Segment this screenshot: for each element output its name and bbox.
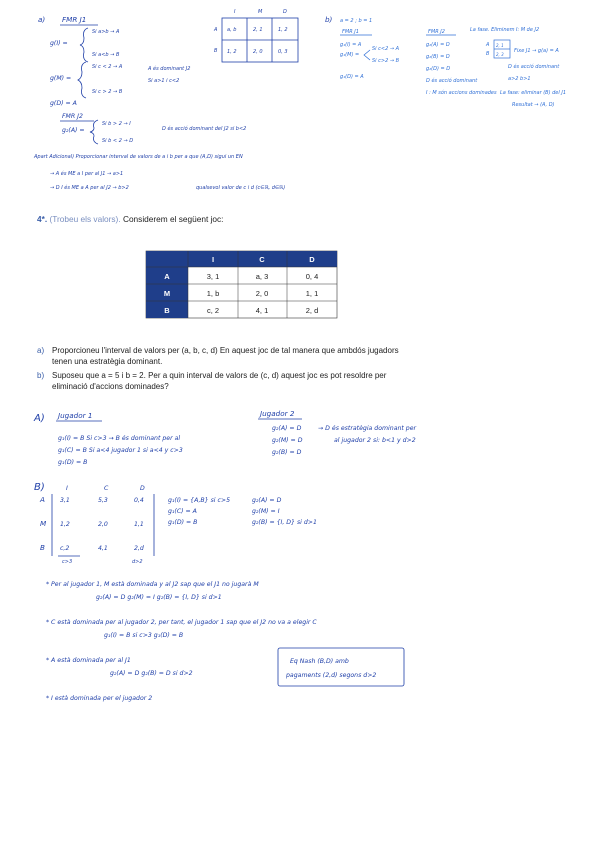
top-b-note6: La fase: eliminar (B) del J1 (500, 90, 567, 96)
bottom-step-1b: g₂(A) = D g₂(M) = I g₂(B) = {I, D} si d>1 (96, 594, 222, 601)
bottom-br: g₂(M) = I (252, 508, 280, 515)
sub-questions (37, 346, 399, 391)
top-a-title2: FMR J2 (62, 113, 83, 120)
top-b-note2: Fixe J1 → g(a) = A (514, 48, 559, 54)
handwritten-top-b (325, 15, 566, 108)
game-table-cell: 4, 1 (255, 306, 269, 315)
game-table-header: D (309, 255, 315, 264)
top-b-g2-B: g₂(B) = D (426, 54, 450, 60)
top-a-arrow2: → D I és ME a A per al J2 → b>2 (50, 185, 129, 191)
bottom-b-label: B) (34, 482, 45, 493)
top-a-g2-A-case2: Si b < 2 → D (102, 138, 134, 144)
game-table-header: I (211, 255, 215, 264)
bottom-j1-title: Jugador 1 (58, 411, 93, 420)
game-table-row-label: M (163, 289, 171, 298)
bottom-br: g₁(I) = {A,B} si c>5 (168, 497, 231, 504)
question-number: 4*. (37, 214, 48, 224)
top-b-label: b) (325, 15, 333, 24)
game-table-cell: c, 2 (206, 306, 220, 315)
top-a-g1-M-case1: Si c < 2 → A (92, 64, 123, 70)
bottom-j2-note2: al jugador 2 si: b<1 y d>2 (334, 437, 416, 444)
top-matrix-col-D: D (283, 9, 287, 15)
top-b-g2-A: g₂(A) = D (426, 42, 450, 48)
top-a-arrow2-note: qualsevol valor de c i d (c∈ℝ, d∈ℝ) (196, 185, 286, 191)
top-b-g1-D: g₁(D) = A (340, 74, 364, 80)
top-b-mini-row-B: B (486, 51, 490, 57)
top-matrix-row-A: A (214, 27, 218, 33)
top-b-note1: La fase. Eliminem I: M de J2 (470, 27, 540, 33)
nash-box-line-1: Eq Nash (B,D) amb (290, 658, 349, 665)
top-b-result: Resultat → (A, D) (512, 102, 555, 108)
top-matrix-cell: a, b (227, 27, 237, 33)
top-a-g1-I-case1: Si a>b → A (92, 29, 120, 35)
game-table-cell: 1, b (206, 289, 220, 298)
bottom-j2-title: Jugador 2 (260, 409, 295, 418)
top-matrix-cell: 1, 2 (278, 27, 288, 33)
bottom-mat-col: D (140, 485, 145, 492)
bottom-mat-cell: 2,0 (98, 521, 108, 528)
bottom-j1-l2: g₁(C) = B Si a<4 jugador 1 si a<4 y c>3 (58, 447, 183, 454)
bottom-mat-cell: 0,4 (134, 497, 144, 504)
part-b-text-1: Suposeu que a = 5 i b = 2. Per a quin interval de valors de (c, d) aquest joc es pot resoldre per (52, 371, 387, 380)
bottom-mat-col: I (66, 485, 68, 492)
bottom-mat-under-1: c>3 (62, 559, 73, 565)
part-a-label: a) (37, 346, 45, 355)
bottom-mat-row: B (40, 543, 45, 552)
bottom-step-3: * A està dominada per al J1 (46, 657, 131, 664)
bottom-mat-row: M (40, 519, 47, 528)
top-a-g2-A-case1: Si b > 2 → I (102, 121, 131, 127)
top-b-given: a = 2 ; b = 1 (340, 18, 373, 24)
game-table-cell: 2, 0 (255, 289, 269, 298)
bottom-step-2: * C està dominada per al jugador 2, per tant, el jugador 1 sap que el J2 no va a elegir C (46, 619, 317, 626)
handwritten-bottom-a (33, 409, 417, 466)
bottom-j2-l1: g₂(A) = D (272, 425, 302, 432)
question-heading (37, 214, 224, 224)
bottom-step-4: * I està dominada per el jugador 2 (46, 695, 153, 702)
bottom-mat-row: A (40, 495, 45, 504)
bottom-mat-cell: 1,1 (134, 521, 144, 528)
top-b-g1-M: g₁(M) = (340, 52, 360, 58)
bottom-j2-note1: → D és estratègia dominant per (318, 425, 417, 432)
top-b-mini-cell: 2, 1 (496, 43, 504, 48)
part-a-text-1: Proporcioneu l'interval de valors per (a, b, c, d) En aquest joc de tal manera que ambdós jugadors (52, 346, 399, 355)
top-matrix-row-B: B (214, 48, 218, 54)
bottom-mat-cell: 4,1 (98, 545, 108, 552)
top-a-g1-I-case2: Si a<b → B (92, 52, 120, 58)
part-a-text-2: tenen una estratègia dominant. (52, 357, 163, 366)
bottom-mat-cell: 3,1 (60, 497, 70, 504)
game-table-cell: a, 3 (255, 272, 269, 281)
top-matrix-col-M: M (258, 9, 263, 15)
top-a-g1-M-case2: Si c > 2 → B (92, 89, 123, 95)
game-table-cell: 1, 1 (305, 289, 319, 298)
top-b-note3: D és acció dominant (508, 64, 560, 70)
top-a-brace-3 (90, 120, 98, 144)
top-a-arrow1: → A és ME a I per al J1 → a>1 (50, 171, 124, 177)
question-tag: (Trobeu els valors). (49, 214, 121, 224)
bottom-j1-l3: g₁(D) = B (58, 459, 88, 466)
bottom-mat-col: C (104, 485, 109, 492)
bottom-br: g₁(D) = B (168, 519, 198, 526)
top-b-mini-cell: 2, 3 (496, 52, 504, 57)
nash-box-line-2: pagaments (2,d) segons d>2 (286, 672, 377, 679)
top-b-title2: FMR J2 (428, 29, 445, 35)
bottom-step-1: * Per al jugador 1, M està dominada y al J2 sap que el J1 no jugarà M (46, 581, 259, 588)
bottom-step-3b: g₂(A) = D g₂(B) = D si d>2 (110, 670, 193, 677)
bottom-mat-under-2: d>2 (132, 559, 143, 565)
bottom-mat-cell: 1,2 (60, 521, 70, 528)
top-a-g1-I: g(I) = (50, 40, 68, 47)
bottom-br: g₁(C) = A (168, 508, 197, 515)
game-table-row-label: A (164, 272, 170, 281)
nash-equilibrium-box (278, 648, 404, 686)
top-a-g1-D: g(D) = A (50, 100, 77, 107)
top-matrix-cell: 2, 1 (253, 27, 263, 33)
top-b-mini-row-A: A (486, 42, 490, 48)
top-a-g2-note: D és acció dominant del J2 si b<2 (162, 126, 247, 132)
bottom-mat-cell: c,2 (60, 545, 70, 552)
question-text: Considerem el següent joc: (122, 214, 224, 224)
handwritten-top-matrix (213, 9, 298, 62)
game-table-row-label: B (164, 306, 170, 315)
top-matrix-cell: 2, 0 (253, 49, 263, 55)
top-b-g1-M-c1: Si c<2 → A (372, 46, 400, 52)
bottom-br: g₂(A) = D (252, 497, 282, 504)
bottom-j2-l3: g₂(B) = D (272, 449, 302, 456)
bottom-br: g₂(B) = {I, D} si d>1 (252, 519, 317, 526)
bottom-a-label: A) (34, 413, 45, 424)
top-matrix-cell: 0, 3 (278, 49, 288, 55)
top-a-extra: Apart Adicional) Proporcionar interval de valors de a i b per a que (A,D) sigui un EN (34, 154, 243, 160)
top-a-title: FMR J1 (62, 15, 87, 24)
bottom-j2-l2: g₂(M) = D (272, 437, 303, 444)
top-b-title1: FMR J1 (342, 29, 359, 35)
top-a-g1-M: g(M) = (50, 75, 72, 82)
top-b-note4: a>2 b>1 (508, 76, 531, 82)
top-matrix-cell: 1, 2 (227, 49, 237, 55)
top-b-note3b: D és acció dominant (426, 78, 478, 84)
bottom-step-2b: g₁(I) = B si c>3 g₁(D) = B (104, 632, 184, 639)
game-table (146, 251, 337, 318)
top-b-note5: I : M són accions dominades (426, 90, 497, 96)
top-b-g1-M-c2: Si c>2 → B (372, 58, 400, 64)
bottom-j1-l1: g₁(I) = B Si c>3 → B és dominant per al (58, 435, 181, 442)
top-a-g2-A: g₂(A) = (62, 127, 85, 134)
top-a-label: a) (38, 15, 46, 24)
part-b-text-2: eliminació d'accions dominades? (52, 382, 169, 391)
game-table-cell: 2, d (305, 306, 319, 315)
top-b-g2-D: g₂(D) = D (426, 66, 451, 72)
bottom-mat-cell: 2,d (134, 545, 144, 552)
top-b-brace (364, 50, 370, 60)
game-table-cell: 3, 1 (206, 272, 220, 281)
top-matrix-col-I: I (234, 9, 236, 15)
part-b-label: b) (37, 371, 45, 380)
top-a-brace-2 (78, 62, 86, 98)
game-table-cell: 0, 4 (305, 272, 319, 281)
top-a-g1-M-note2: Si a>1 i c<2 (148, 78, 180, 84)
game-table-header: C (259, 255, 265, 264)
top-b-g1-I: g₁(I) = A (340, 42, 362, 48)
top-a-g1-M-note1: A és dominant J2 (148, 66, 191, 72)
bottom-mat-cell: 5,3 (98, 497, 108, 504)
top-a-brace-1 (80, 28, 88, 62)
question-line (37, 214, 224, 224)
handwritten-bottom-b (34, 482, 404, 702)
